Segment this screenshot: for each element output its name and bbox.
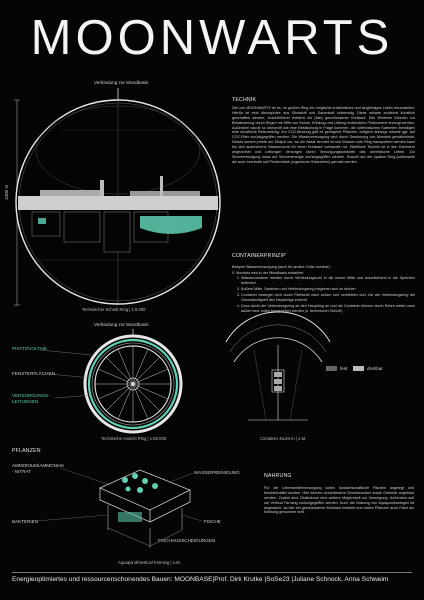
label-ammonium: AMMONIUM/AMMONIAK - NITRAT	[12, 463, 65, 474]
topview-top-label: Verbindung zur Mondbasis	[94, 322, 149, 327]
container-step: 3. Container bewegen sich durch Fliehkraft nach außen und verbleiben dort, bis der Verbindungsring die Geschwindigkeit des Hauptrings erreicht	[241, 293, 415, 303]
poster-title: MOONWARTS	[30, 11, 394, 65]
container-heading: CONTAINERPRINZIP	[232, 253, 286, 259]
footer-divider	[12, 572, 412, 573]
footer-credits: Energieoptimiertes und ressourcenschonendes Bauen: MOONBASE|Prof. Dirk Krutke |SoSe23 |Juliane Schnock, Anna Schweim	[12, 576, 389, 583]
technik-heading: TECHNIK	[232, 97, 257, 103]
nahrung-text: Für die Lebensmittelversorgung sollen landwirtschaftliche Flächen angelegt und bewirtschaftet werden. Hier können verschiedene Gemüsesorten sowie Getreide angebaut werden. Zudem sind Obstbäume eine weitere Möglichkeit zur Versorgung. Außerdem soll auf Vertical Farming zurückgegriffen werden. Auch die Nutzung von Aquaponikanlagen ist angedacht, da hier ein geschlossener Kreislauf entsteht und neben Pflanzen auch Fisch als Nahrung gewonnen wird.	[264, 486, 414, 515]
label-versorgungsleitungen: VERSORGUNGS- LEITUNGEN	[12, 393, 50, 404]
section-top-label: Verbindung zur Mondbasis	[94, 80, 149, 85]
label-fensterflaechen: FENSTERFLÄCHEN	[12, 371, 55, 376]
pflanzen-heading: PFLANZEN	[12, 448, 41, 454]
section-caption: Technischer Schnitt Ring | 1:5.000	[82, 307, 146, 312]
legend-fest: fest	[340, 366, 348, 371]
label-wasserreinigung: WASSERREINIGUNG	[194, 470, 240, 475]
label-fische: FISCHE	[204, 519, 221, 524]
label-photovoltaik: PHOTOVOLTAIK	[12, 346, 47, 351]
technik-text: Ziel von MOONWARTS ist es, im großen Ring ein möglichst erdähnliches und langfristiges Leben herzustellen. Hierfür ist eine Atmosphäre aus Stickstoff und Sauerstoff notwendig. Diese müsste zunächst künstlich geschaffen werden, anschließend entsteht ein (fast) geschlossener Kreislauf. Des Weiteren könnten zur Bewässerung durch Regen mit Hilfe von Sonne, Kühlung und Lüftung erdähnliche Phänomene erzeugt werden. Außerdem würde so überprüft wie eine Bestäubung in Frage kommen, die unterirdischen Kammern benötigen eine künstliche Beleuchtung. Zur CO2-Bindung gibt es genügend Pflanzen, lediglich anfangs müsste ggf. auf CO2-Filter zurückgegriffen werden. Die Wasserversorgung wird durch Gewinnung von Mondeis gewährleistet. Dieses kommt primär am Südpol vor, wo die Basis verortet ist und Wasser zum Ring transportiert werden kann bis dort ausreichend Wasservorrat für einen Kreislauf vorhanden ist. Sämtliche Technik ist in den Kammern angeordnet und Leitungen versorgen durch Versorgungsschächte das oberirdische Leben. Zur Stromversorgung muss auf Sonnenenergie zurückgegriffen werden. Sowohl auf der opaken Ring-Außenseite als auch innerhalb soll Photovoltaik (organische Solarzellen) genutzt werden.	[232, 106, 415, 164]
container-step: 1. Wassercontainer werden durch Verbindungsrohr in die innere Mitte und anschließend in die Speichen befördert	[241, 276, 415, 286]
container-step: 4. Dann dockt der Verbindungsring an den Hauptring an und die Container können durch Rohre weiter nach außen bzw. unten transportiert werden (s. technischer Schnitt)	[241, 304, 415, 314]
aquaponic-caption: Aquaponik/Vertical Farming | o.M.	[118, 560, 181, 565]
label-bakterien: BAKTERIEN	[12, 519, 39, 524]
nahrung-heading: NAHRUNG	[264, 473, 292, 479]
topview-caption: Technische Ansicht Ring | 1:50.000	[101, 436, 167, 441]
container-step-0: 0. Mondeis wird in der Mondbasis extrahiert	[232, 270, 304, 275]
container-caption: Container Zoom-in | o.M.	[260, 436, 307, 441]
dimension-label: 1000 m	[4, 184, 9, 200]
container-intro: Beispiel Wasserversorgung (auch für andere Güter nutzbar):	[232, 265, 331, 269]
container-step: 2. Äußere Mitte, Speichen und Verbindungsring beginnen sich zu drehen	[241, 287, 415, 292]
legend-drehbar: drehbar	[367, 366, 383, 371]
label-fischausscheidungen: FISCHAUSSCHEIDUNGEN	[158, 538, 216, 543]
